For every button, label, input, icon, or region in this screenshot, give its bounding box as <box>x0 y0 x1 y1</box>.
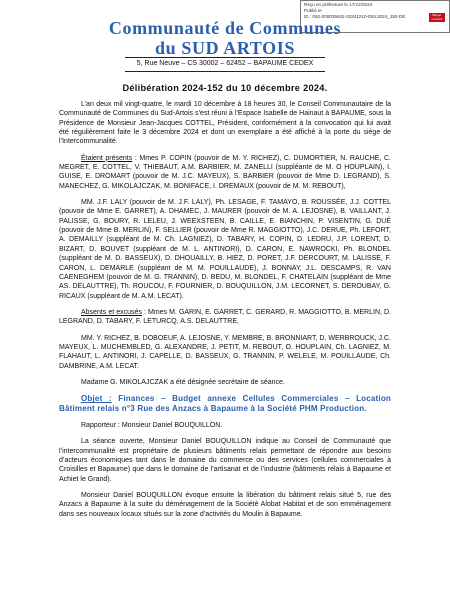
absents-paragraph <box>59 308 391 327</box>
document-title <box>30 18 420 58</box>
presents-men-paragraph: MM. J.F. LALY (pouvoir de M. J.F. LALY), Ph. LESAGE, F. TAMAYO, B. ROUSSÉE, J.J. COTTEL (pouvoir de Mme E. GARRET), A. DHAMEC, J. MAURER (pouvoir de M. A. LEJOSNE), B. VAILLANT, J. PALISSE, G. BOURY, R. LELEU, J. WEEXSTEEN, B. CAILLE, E. BIANCHIN, P. VISENTIN, G. DUÉ (pouvoir de Mme B. MERLIN), F. SELLIER (pouvoir de Mme R. MAGGIOTTO), J.C. DERUE, Ph. LEFORT, A. DEMAILLY (suppléant de M. Ch. LAGNIEZ), D. TABARY, H. COPIN, D. LEDRU, J.P. LORENT, D. BIZART, D. BOUVET (suppléant de M. L. ANTINORI), D. CARON, E. NAWROCKI, Ph. BLONDEL (suppléant de M. D. BASSEUX), D. DHOUAILLY, B. HIEZ, D. PORET, J.F. DERCOURT, M. LALISSE, F. CARON, L. DEMARLE (suppléant de M. M. POUILLAUDE), J. BONNAY, J.L. DESCAMPS, R. VAN CAENEGHEM (pouvoir de M. G. TRANNIN), D. BEDU, M. BLONDEL, F. CHATELAIN (suppléant de Mme AS. DELAUTTRE), Th. ROUCOU, F. FOURNIER, D. BOUQUILLON, J.M. LECORNET, S. DEROUBAY, G. RICAUX (suppléant de M. A.M. LECAT). <box>59 199 391 300</box>
objet-paragraph <box>59 394 391 414</box>
document-body <box>59 100 391 600</box>
secretary-paragraph: Madame G. MIKOLAJCZAK a été désignée secrétaire de séance. <box>81 378 285 386</box>
stamp-received: Reçu en préfecture le 17/12/2024 <box>304 2 373 7</box>
objet-text: Finances – Budget annexe Cellules Commerciales – Location Bâtiment relais n°3 Rue des Anzacs à Bapaume à la Société PHM Production. <box>59 394 391 414</box>
objet-label: Objet : <box>81 394 112 404</box>
absents-label: Absents et excusés <box>81 308 142 316</box>
deliberation-title: Délibération 2024-152 du 10 décembre 2024. <box>122 83 328 93</box>
stamp-id: ID : 062-200035842-20241210-DEL2024_152-DE <box>304 14 406 20</box>
intro-paragraph: L’an deux mil vingt-quatre, le mardi 10 décembre à 18 heures 30, le Conseil Communautaire de la Communauté de Communes du Sud-Artois s’est réuni à l’Espace Isabelle de Hainaut à BAPAUME, sous la Présidence de Monsieur Jean-Jacques COTTEL, Président, conformément à la convocation qui lui avait été régulièrement faite le 3 décembre 2024 et dont un exemplaire a été affiché à la porte du siège de l’Intercommunalité. <box>59 101 391 146</box>
body-paragraph-1: La séance ouverte, Monsieur Daniel BOUQUILLON indique au Conseil de Communauté que l’intercommunalité est propriétaire de plusieurs bâtiments relais permettant de répondre aux besoins d’acteurs économiques tant dans le domaine du commerce ou des services (cellules commerciales à Croisilles et Bapaume) que dans le domaine de l’artisanat et de l’industrie (bâtiments relais à Bapaume et Achiet le Grand). <box>59 438 391 483</box>
header-divider-bottom <box>125 71 325 72</box>
absents-men-paragraph: MM. Y. RICHEZ, B. DOBOEUF, A. LEJOSNE, Y. MEMBRE, B. BRONNIART, D. WERBROUCK, J.C. MAYEUX, L. MUCHEMBLED, G. ALEXANDRE, J. PETIT, M. REBOUT, O. HOUPLAIN, Ch. LAGNIEZ, M. FLAHAUT, L. ANTINORI, J. CAPELLE, D. BASSEUX, G. TRANNIN, P. WELELE, M. POUILLAUDE, Ch. DAMBRINE, A.M. LECAT. <box>59 334 391 370</box>
header-divider-top <box>125 57 325 58</box>
presents-label: Étaient présents <box>81 154 133 162</box>
presents-paragraph <box>59 154 391 191</box>
stamp-badge-logo: Berger Levrault <box>429 13 445 22</box>
stamp-published: Publié le <box>304 8 322 14</box>
body-paragraph-2: Monsieur Daniel BOUQUILLON évoque ensuite la libération du bâtiment relais situé 5, rue des Anzacs à Bapaume à la suite du déménagement de la Société Alobat Habitat et de son emménagement dans ses nouveaux locaux situés sur la zone d’activités du Moulin à Bapaume. <box>59 491 391 518</box>
title-line-1: Communauté de Communes <box>108 18 342 38</box>
absents-women-text: : Mmes M. GARIN, E. GARRET, C. GERARD, R. MAGGIOTTO, B. MERLIN, D. LEGRAND, D. TABARY, F. LETURCQ, A.S. DELAUTTRE, <box>59 308 391 326</box>
rapporteur-paragraph: Rapporteur : Monsieur Daniel BOUQUILLON. <box>81 421 223 429</box>
presents-women-text: : Mmes P. COPIN (pouvoir de M. Y. RICHEZ), C. DUMORTIER, N. RAUCHE, C. MEGRET, E. COTTEL, V. THIEBAUT, A.M. BARBIER, M. ZANELLI (suppléante de M. O HOUPLAIN), I. GUISE, E. DROMART (pouvoir de M. J.C. MAYEUX), S. BARBIER (pouvoir de Mme D. LEGRAND), S. MANECHEZ, G. MIKOLAJCZAK, M. BONIFACE, I. DREMAUX (pouvoir de M. M. REBOUT), <box>59 154 391 190</box>
address-line: 5, Rue Neuve – CS 30002 – 62452 – BAPAUME CEDEX <box>136 60 314 67</box>
title-line-2: du SUD ARTOIS <box>155 38 295 58</box>
